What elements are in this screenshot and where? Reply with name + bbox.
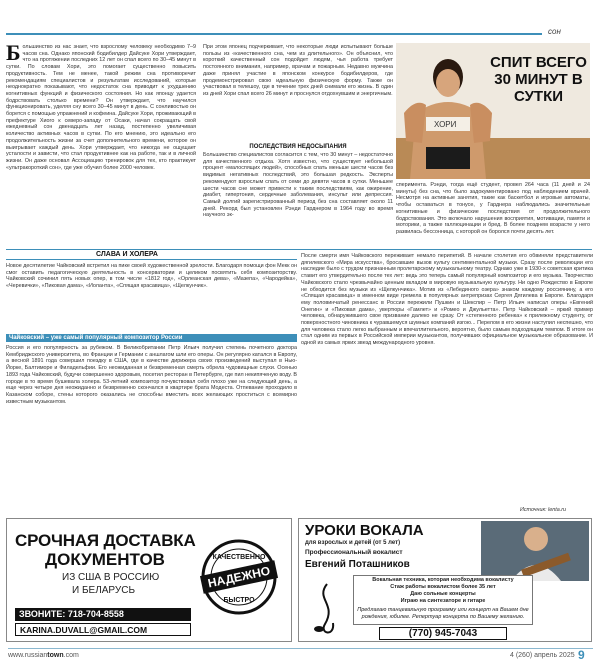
dropcap: Б (6, 44, 21, 65)
vocal-line-1: Вокальная техника, которая необходима вокалисту (372, 577, 514, 583)
subhead-sleep-deprivation: ПОСЛЕДСТВИЯ НЕДОСЫПАНИЯ (249, 144, 347, 150)
page-number: 9 (578, 648, 585, 662)
vocal-line-2: Стаж работы вокалистом более 35 лет (390, 584, 496, 590)
article2-headline-bar (6, 251, 297, 260)
delivery-phone[interactable]: ЗВОНИТЕ: 718-704-8558 (15, 608, 191, 621)
article1-headline: СПИТ ВСЕГО 30 МИНУТ В СУТКИ (490, 54, 587, 105)
delivery-ad (6, 518, 292, 642)
vocal-details (353, 575, 533, 625)
article1-col2a: При этом японец подчеркивает, что некоторые люди испытывают больше пользы из «качественного сна, чем из длительного». Он объяснил, что короткий качественный сон подойдет людям, чья работа требует постоянного внимания, например, врачам и пожарным. Недавно мужчина даже принял участие в японском конкурсе бодибилдеров, где продемонстрировал свою идеальную физическую форму. Также он участвовал в телешоу, где в течение трех дней снимали его жизнь. В один из дней Хори спал всего 26 минут и проснулся отдохнувшим и энергичным. (203, 44, 393, 97)
article1-col3: сперимента. Рэнди, тогда ещё студент, провел 264 часа (11 дней и 24 минуты) без сна, что было задокументировано под наблюдением врачей. Несмотря на активные занятия, такие как баскетбол и игровые автоматы, чтобы оставаться в тонусе, у Гарднера наблюдались значительные когнитивные и физические последствия от продолжительного бодрствования. Это включало нарушения восприятия, мотивации, памяти и моторики, а также галлюцинации и бред. В более позднем возрасте у него развилась бессонница, с которой он боролся почти десять лет. (396, 182, 590, 235)
stamp-bottom-text: БЫСТРО (223, 597, 255, 604)
vocal-pro: Профессиональный вокалист (305, 549, 403, 556)
source-credit: Источник: lenta.ru (520, 507, 567, 513)
stamp-top-text: КАЧЕСТВЕННО (212, 554, 266, 561)
article2-intro: Новое десятилетие Чайковский встретил на пике своей художественной зрелости. Благодаря помощи фон Мекк он смог оставить педагогическую деятельность в консерватории и целиком посвятить себя композиторству. Чайковский сочинил пять новых опер, в том числе «1812 год», «Орлеанская дева», «Мазепа», «Чародейка», «Черевички», «Пиковая дама», «Иоланта», «Спящая красавица», «Щелкунчик». (6, 263, 297, 290)
article2-headline: СЛАВА И ХОЛЕРА (96, 251, 158, 258)
article1-col1-text: ольшинство из нас знает, что взрослому человеку необходимо 7–9 часов сна. Однако японский бодибилдер Дайсуке Хори утверждает, что на протяжении последних 12 лет он спал всего по 30–45 минут в сутки. По словам Хори, это помогает существенно повысить продуктивность. Тем не менее, такой режим сна противоречит рекомендациям специалистов и результатам исследований, которые неоднократно показывают, что недостаток сна приводит к ухудшению когнитивных функций и физического состояния. Но как японцу удается бодрствовать столько времени? Он утверждает, что научился функционировать, уделяя сну всего 30–45 минут в день. С сонливостью он борется с помощью упражнений и кофеина. Дайсуке Хори, проживающий в префектуре Хиого к северо-западу от Осаки, начал сокращать свой ежедневный сон двенадцать лет назад, постепенно увеличивая количество активных часов в сутки. По его мнению, это идеально его продолжительность жизни за счет дополнительного времени, которое он выигрывает каждый день. Хори утверждает, что никогда не ощущает усталости и зависти, что стал продуктивнее как на работе, так и в личной жизни. Он даже основал Ассоциацию тренировок для тех, кто практикует «ультракороткий сон», где уже обучил более 2000 человек. (6, 44, 196, 171)
delivery-line-4: И БЕЛАРУСЬ (72, 585, 136, 596)
footer-site[interactable] (8, 652, 79, 659)
singer-photo (481, 521, 589, 581)
article2-body1: Россия и его популярность за рубежом. В Великобритании Петр Ильич получил степень почетного доктора Кембриджского университета, во Франции и Германии с аншлагом шли его оперы. Он регулярно катался в Европу, а весной 1891 года совершил поездку в США, где в качестве дирижера своих произведений выступал в Нью-Йорке, Балтиморе и Филадельфии. Его неожиданная и безвременная смерть обрела чудовищные слухи. Осенью 1893 года Чайковский, будучи совершенно здоровым, посетил ресторан в Петербурге, где пил некипяченую воду. В городе в то время бушевала холера. 53-летний композитор почувствовал себя плохо уже на следующий день, а еще через четыре дня неожиданно и безвременно скончался в квартире брата Модеста. Отпевание проходило в Казанском соборе, стены которого оказались не способны вместить всех желающих проститься с всемирно известным музыкантом. (6, 345, 297, 405)
top-rule (6, 33, 542, 35)
stamp-mid-text: НАДЕЖНО (206, 563, 272, 591)
delivery-title-2: ДОКУМЕНТОВ (45, 550, 165, 569)
quality-stamp-icon (199, 537, 279, 617)
section-label: сон (548, 27, 561, 36)
divider (6, 249, 592, 250)
footer-rule (8, 648, 593, 649)
site-prefix: www.russian (8, 652, 48, 659)
music-note-icon (307, 579, 347, 639)
article2-subhead: Чайковский – уже самый популярный композитор России (6, 334, 297, 342)
article1-col2b: Большинство специалистов согласится с тем, что 30 минут – недостаточно для качественного отдыха. Хотя известно, что существует небольшой процент «малоспящих людей», способных спать меньше шести часов без видимых негативных последствий, это большая редкость. Эксперты рекомендуют взрослым спать от семи до девяти часов в сутки. Меньшее шести часов сне может привести к таким последствиям, как ожирение, диабет, гипертония, сердечные заболевания, инсульт или депрессия. Самый долгий зарегистрированный период без сна составляет около 11 дней. Рекорд был установлен Рэнди Гарднером в 1964 году во время научного эк- (203, 152, 393, 219)
vocal-ad (298, 518, 592, 642)
vocal-name: Евгений Поташников (305, 559, 410, 570)
delivery-title-1: СРОЧНАЯ ДОСТАВКА (15, 531, 196, 550)
vocal-line-4: Играю на синтезаторе и гитаре (400, 598, 486, 604)
vocal-sub: для взрослых и детей (от 5 лет) (305, 540, 401, 546)
issue-label: 4 (260) апрель 2025 (510, 652, 575, 659)
vocal-line-5: Предлагаю танцевальную программу или концерт на Вашем дне рождения, юбилее. Репертуар концерта по Вашему желанию. (357, 607, 529, 620)
article2-body2: После смерти имя Чайковского переживает немало перипетий. В начале столетия его обвиняли представители дягилевского «Мира искусства», бросавшие вызов культу сентиментальной музыки. Сразу после революции его наследие было с трудом признанным пролетарскому музыкальному театру. Однако уже в 1930-х советская критика ставит его утвердительно после тех лет: ведь это теперь самый популярный композитор и его музыка. Творчество Чайковского стало чрезвычайно ценным вкладом в мировую музыкальную культуру. Ни одно Рождество в Европе не обходится без музыки из «Щелкунчика». Мотив из «Лебединого озера» знаком каждому россиянину, а его «Спящая красавица» в именном виде гремела в популярных антрепризах Сергея Дягилева в Европе. Благодаря ему половинчатый ренессанс в России пережили Пушкин и Шекспир – Петр Ильич написал оперы «Евгений Онегин» и «Пиковая дама», увертюры «Гамлет» и «Ромео и Джульетта». Петр Чайковский – яркий пример человека, обнаружившего свое призвание далеко не сразу. От «степенного ребенка» к прилежному студенту, от поверхностного чиновника к чуравшемуся шумных компаний изгою... Перелом в его жизни наступил неспешно, что для человека стало легко выбранным и впечатлительного, вероятно, было самым подходящим темпом. В итоге он стал одним из первых в Российской империи музыкантов, получивших официальное музыкальное образование. И одной из самых ярких звезд международного уровня. (301, 253, 593, 347)
delivery-line-3: ИЗ США В РОССИЮ (62, 572, 160, 583)
contestant-sign-text: ХОРИ (434, 120, 457, 129)
vocal-title: УРОКИ ВОКАЛА (305, 522, 424, 539)
article1-col1 (6, 44, 196, 244)
vocal-phone[interactable]: (770) 945-7043 (379, 627, 507, 640)
vocal-line-3: Даю сольные концерты (410, 591, 476, 597)
site-bold: town (47, 652, 64, 659)
site-suffix: .com (63, 652, 79, 659)
delivery-email[interactable]: KARINA.DUVALL@GMAIL.COM (15, 623, 191, 636)
